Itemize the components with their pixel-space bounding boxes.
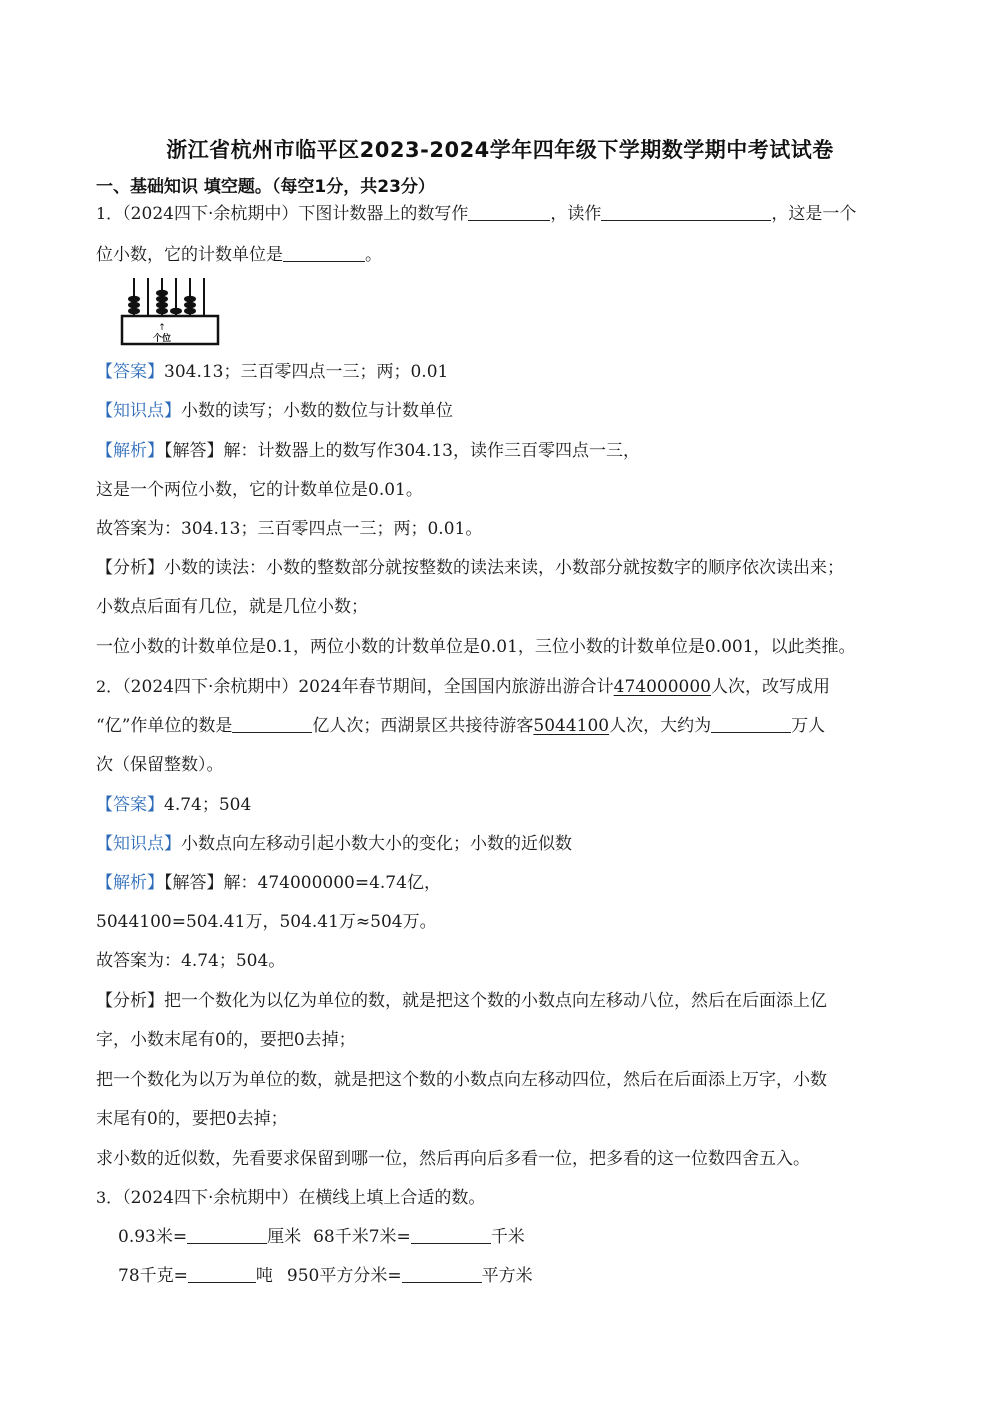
q2-fenxi-line-1 bbox=[96, 989, 904, 1013]
q3-item-text: 厘米 bbox=[267, 1227, 302, 1247]
answer-tag: 【答案】 bbox=[96, 362, 164, 382]
abacus-beads bbox=[128, 290, 196, 315]
q2-text: 人次，改写成用 bbox=[710, 677, 830, 697]
q1-text: 下图计数器上的数写作 bbox=[298, 204, 469, 224]
q1-source: （2024四下·余杭期中） bbox=[122, 204, 299, 224]
q2-text: 亿人次；西湖景区共接待游客 bbox=[312, 716, 534, 736]
q2-text: 2024年春节期间，全国国内旅游出游合计 bbox=[298, 677, 614, 697]
q2-blank-2[interactable] bbox=[711, 714, 791, 733]
q3-item-text: 平方米 bbox=[481, 1266, 533, 1286]
q1-line-1 bbox=[96, 202, 904, 226]
q2-analysis-line-1 bbox=[96, 871, 904, 895]
knowledge-tag: 【知识点】 bbox=[96, 834, 181, 854]
q1-fenxi-line-1 bbox=[96, 556, 904, 580]
abacus-figure bbox=[118, 272, 226, 348]
q2-line-2 bbox=[96, 714, 904, 738]
q3-number: 3． bbox=[96, 1188, 123, 1207]
q1-blank-2[interactable] bbox=[601, 202, 771, 221]
q3-item-text: 千米 bbox=[490, 1227, 525, 1247]
abacus-label: 个位 bbox=[152, 334, 172, 344]
knowledge-tag: 【知识点】 bbox=[96, 401, 181, 421]
q3-line-1 bbox=[96, 1186, 904, 1210]
q3-row-1 bbox=[118, 1225, 926, 1249]
page-title: 浙江省杭州市临平区2023-2024学年四年级下学期数学期中考试试卷 bbox=[166, 138, 834, 162]
q2-blank-1[interactable] bbox=[232, 714, 312, 733]
q2-number-b: 5044100 bbox=[533, 716, 610, 736]
q3-text: 在横线上填上合适的数。 bbox=[298, 1188, 486, 1208]
q2-solve-text: 解：474000000=4.74亿， bbox=[223, 873, 441, 893]
q3-blank-1[interactable] bbox=[187, 1225, 267, 1244]
q1-knowledge-text: 小数的读写；小数的数位与计数单位 bbox=[181, 401, 453, 421]
q1-knowledge bbox=[96, 399, 904, 423]
q1-text: 。 bbox=[365, 245, 382, 265]
q3-item-text: 950平方分米= bbox=[286, 1266, 402, 1286]
q3-blank-2[interactable] bbox=[411, 1225, 491, 1244]
q1-fenxi-line-2: 小数点后面有几位，就是几位小数； bbox=[96, 597, 368, 617]
q2-fenxi-text: 把一个数化为以亿为单位的数，就是把这个数的小数点向左移动八位，然后在后面添上亿 bbox=[164, 991, 827, 1011]
abacus-arrow: ↑ bbox=[158, 323, 166, 333]
q2-source: （2024四下·余杭期中） bbox=[122, 677, 299, 697]
solve-tag: 【解答】 bbox=[164, 873, 224, 893]
q2-fenxi-line-4: 末尾有0的，要把0去掉； bbox=[96, 1109, 288, 1129]
q2-text: “亿”作单位的数是 bbox=[96, 716, 233, 736]
q1-answer bbox=[96, 360, 904, 384]
q1-analysis-line-1 bbox=[96, 439, 904, 463]
q2-analysis-line-2: 5044100=504.41万，504.41万≈504万。 bbox=[96, 912, 437, 932]
q2-number-a: 474000000 bbox=[613, 677, 711, 697]
q3-item-text: 吨 bbox=[255, 1266, 273, 1286]
q2-answer bbox=[96, 793, 904, 817]
q3-item-text: 78千克= bbox=[118, 1266, 188, 1286]
q2-text: 人次，大约为 bbox=[609, 716, 712, 736]
q2-text: 万人 bbox=[791, 716, 826, 736]
q2-fenxi-line-2: 字，小数末尾有0的，要把0去掉； bbox=[96, 1030, 356, 1050]
q1-blank-3[interactable] bbox=[283, 243, 365, 262]
q1-solve-text: 解：计数器上的数写作304.13，读作三百零四点一三， bbox=[223, 441, 640, 461]
answer-tag: 【答案】 bbox=[96, 795, 164, 815]
q1-analysis-line-3: 故答案为：304.13；三百零四点一三；两；0.01。 bbox=[96, 519, 483, 539]
q2-line-3: 次（保留整数）。 bbox=[96, 755, 224, 775]
q1-text: ，读作 bbox=[550, 204, 602, 224]
q2-knowledge bbox=[96, 832, 904, 856]
q3-source: （2024四下·余杭期中） bbox=[122, 1188, 299, 1208]
analysis-tag: 【解析】 bbox=[96, 873, 164, 893]
q2-answer-text: 4.74；504 bbox=[164, 795, 252, 815]
q2-analysis-line-3: 故答案为：4.74；504。 bbox=[96, 951, 286, 971]
q1-text: ，这是一个 bbox=[771, 204, 857, 224]
q1-blank-1[interactable] bbox=[468, 202, 550, 221]
q1-text: 位小数，它的计数单位是 bbox=[96, 245, 283, 265]
fenxi-tag: 【分析】 bbox=[96, 991, 164, 1011]
q1-number: 1． bbox=[96, 204, 123, 223]
section-heading: 一、基础知识 填空题。（每空1分，共23分） bbox=[96, 177, 435, 197]
q1-fenxi-text: 小数的读法：小数的整数部分就按整数的读法来读，小数部分就按数字的顺序依次读出来； bbox=[164, 558, 844, 578]
q2-fenxi-line-3: 把一个数化为以万为单位的数，就是把这个数的小数点向左移动四位，然后在后面添上万字，小数 bbox=[96, 1070, 827, 1090]
q2-line-1 bbox=[96, 675, 904, 699]
q2-fenxi-line-5: 求小数的近似数，先看要求保留到哪一位，然后再向后多看一位，把多看的这一位数四舍五入。 bbox=[96, 1149, 810, 1169]
q3-row-2 bbox=[118, 1264, 926, 1288]
q3-blank-3[interactable] bbox=[188, 1264, 256, 1283]
q2-knowledge-text: 小数点向左移动引起小数大小的变化；小数的近似数 bbox=[181, 834, 572, 854]
analysis-tag: 【解析】 bbox=[96, 441, 164, 461]
q1-answer-text: 304.13；三百零四点一三；两；0.01 bbox=[164, 362, 449, 382]
q3-blank-4[interactable] bbox=[402, 1264, 482, 1283]
q3-item-text: 0.93米= bbox=[118, 1227, 188, 1247]
fenxi-tag: 【分析】 bbox=[96, 558, 164, 578]
solve-tag: 【解答】 bbox=[164, 441, 224, 461]
q1-fenxi-line-3: 一位小数的计数单位是0.1，两位小数的计数单位是0.01，三位小数的计数单位是0.001，以此类推。 bbox=[96, 637, 856, 657]
q3-item-text: 68千米7米= bbox=[313, 1227, 411, 1247]
q2-number: 2． bbox=[96, 677, 123, 696]
q1-line-2 bbox=[96, 243, 904, 267]
q1-analysis-line-2: 这是一个两位小数，它的计数单位是0.01。 bbox=[96, 480, 423, 500]
